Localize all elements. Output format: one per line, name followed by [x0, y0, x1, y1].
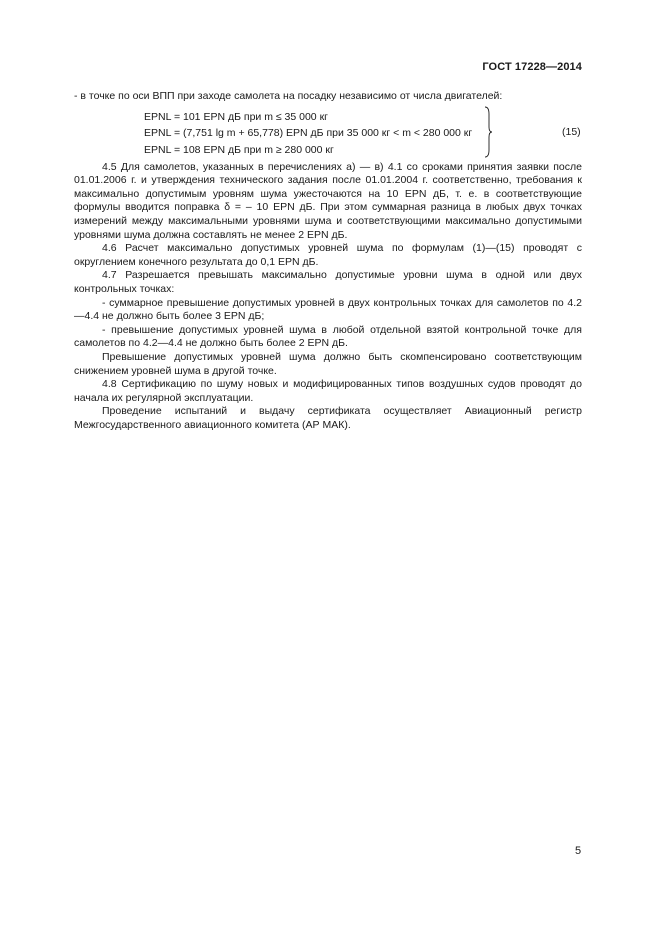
- formula-line-1: EPNL = 101 EPN дБ при m ≤ 35 000 кг: [144, 110, 328, 123]
- right-brace: [484, 106, 492, 158]
- page-body: [74, 90, 582, 432]
- paragraph-4-7: 4.7 Разрешается превышать максимально допустимые уровни шума в одной или двух контрольных точках:: [74, 269, 582, 295]
- paragraph-4-7-note: Превышение допустимых уровней шума должно быть скомпенсировано соответствующим снижением уровней шума в другой точке.: [74, 350, 582, 377]
- paragraph-4-7-item-1: - суммарное превышение допустимых уровней в двух контрольных точках для самолетов по 4.2—4.4 не должно быть более 3 EPN дБ;: [74, 296, 582, 323]
- formula-line-2: EPNL = (7,751 lg m + 65,778) EPN дБ при 35 000 кг < m < 280 000 кг: [144, 126, 473, 139]
- paragraph-4-8-note: Проведение испытаний и выдачу сертификата осуществляет Авиационный регистр Межгосударственного авиационного комитета (АР МАК).: [74, 405, 582, 431]
- paragraph-4-5: 4.5 Для самолетов, указанных в перечислениях а) — в) 4.1 со сроками принятия заявки после 01.01.2006 г. и утверждения технического задания после 01.01.2004 г. соответственно, требования к максимально допустимым уровням шума ужесточаются на 10 EPN дБ, т. е. в соответствующие формулы вводится поправка δ = – 10 EPN дБ. При этом суммарная разница в любых двух точках измерений между максимальными уровнями шума и соответствующими максимально допустимыми уровнями шума должна составлять не менее 2 EPN дБ.: [74, 160, 582, 241]
- paragraph-4-8: 4.8 Сертификацию по шуму новых и модифицированных типов воздушных судов проводят до начала их регулярной эксплуатации.: [74, 378, 582, 404]
- page-number: 5: [575, 845, 582, 857]
- document-code: ГОСТ 17228—2014: [482, 61, 582, 73]
- formula-15: [74, 106, 582, 158]
- paragraph-4-6: 4.6 Расчет максимально допустимых уровней шума по формулам (1)—(15) проводят с округлением конечного результата до 0,1 EPN дБ.: [74, 242, 582, 268]
- equation-number: (15): [562, 125, 581, 138]
- paragraph-4-7-item-2: - превышение допустимых уровней шума в любой отдельной взятой контрольной точке для самолетов по 4.2—4.4 не должно быть более 2 EPN дБ.: [74, 323, 582, 350]
- formula-line-3: EPNL = 108 EPN дБ при m ≥ 280 000 кг: [144, 143, 334, 156]
- lead-paragraph: - в точке по оси ВПП при заходе самолета на посадку независимо от числа двигателей:: [74, 90, 503, 102]
